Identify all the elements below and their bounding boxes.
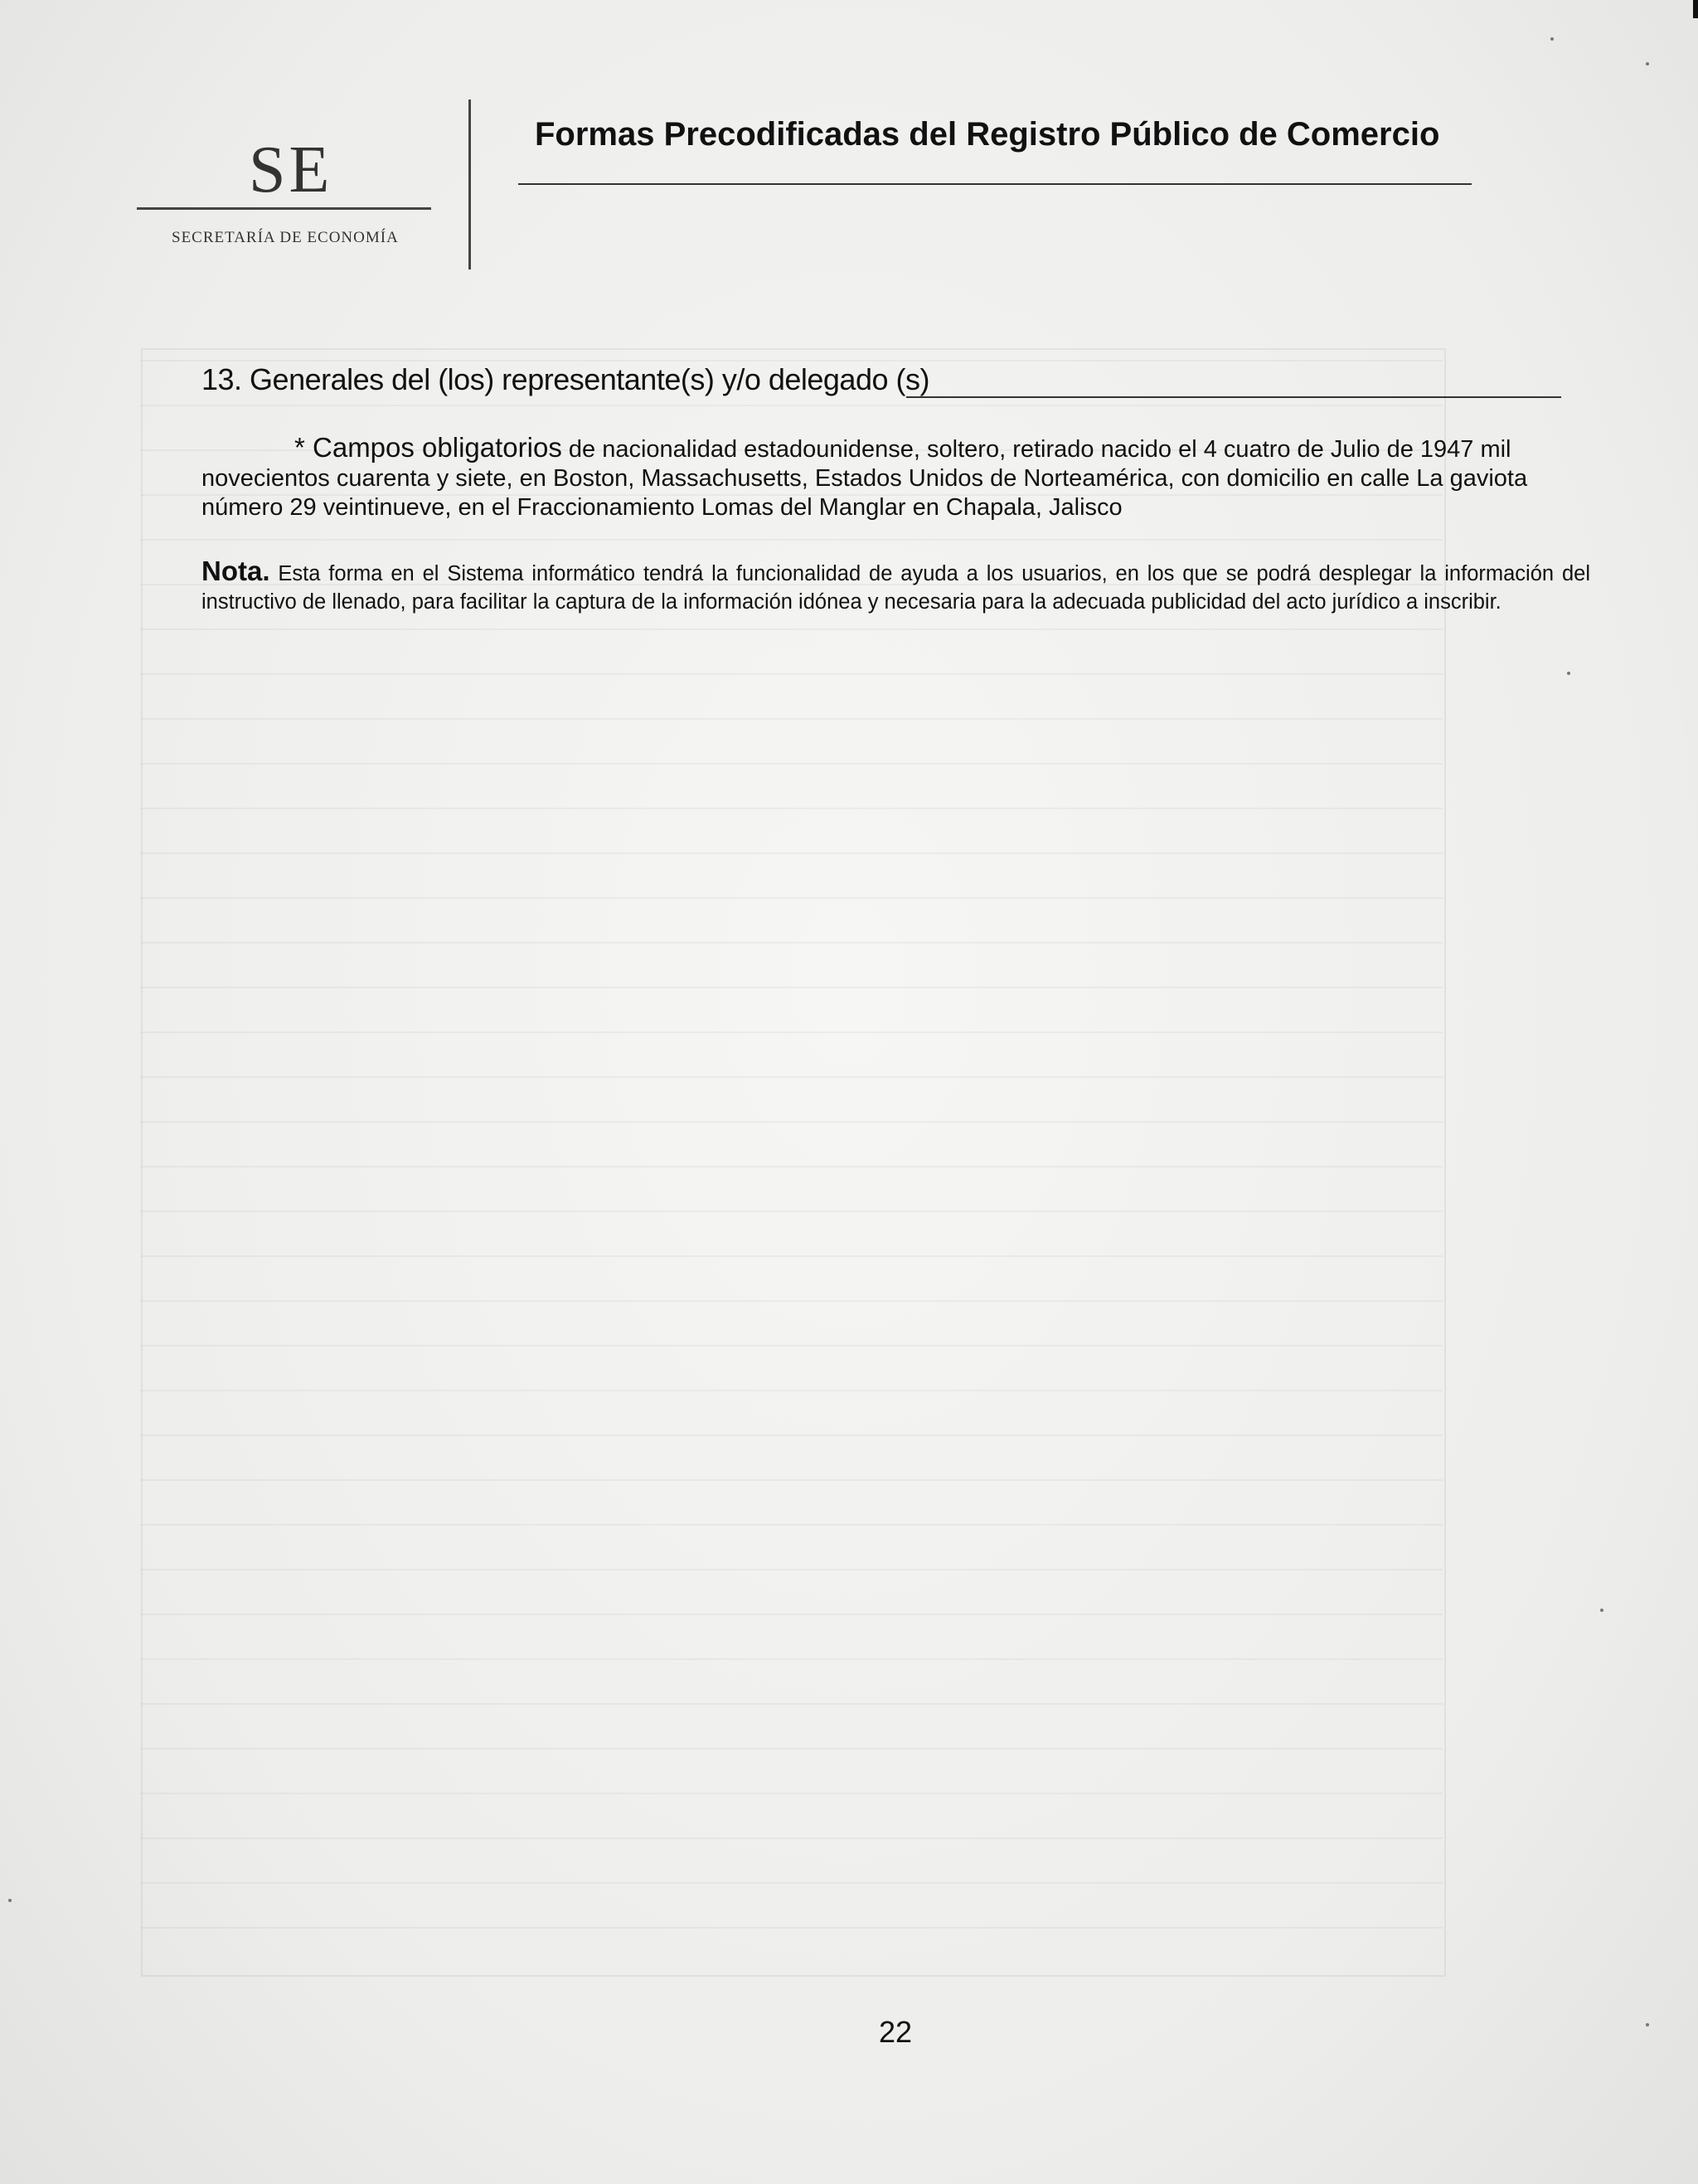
section-heading: 13. Generales del (los) representante(s) y/o delegado (s) — [201, 362, 929, 396]
note-text: Esta forma en el Sistema informático tendrá la funcionalidad de ayuda a los usuarios, en los que se podrá desplegar la información del instructivo de llenado, para facilitar la captura de la información idónea y necesaria para la adecuada publicidad del acto jurídico a inscribir. — [201, 562, 1590, 614]
secretaria-logo — [137, 124, 435, 257]
section-underline — [906, 396, 1561, 398]
note-paragraph — [201, 557, 1590, 616]
form-title: Formas Precodificadas del Registro Público de Comercio — [535, 116, 1440, 153]
logo-subtitle: SECRETARÍA DE ECONOMÍA — [172, 229, 399, 246]
representative-details — [201, 433, 1578, 522]
header-divider — [468, 99, 471, 269]
title-underline — [518, 183, 1472, 185]
logo-rule — [137, 207, 431, 210]
representative-details-value: de nacionalidad estadounidense, soltero, retirado nacido el 4 cuatro de Julio de 1947 mil novecientos cuarenta y siete, en Boston, Massachusetts, Estados Unidos de Norteamérica, con domicilio en calle La gaviota número 29 veintinueve, en el Fraccionamiento Lomas del Manglar en Chapala, Jalisco — [201, 436, 1528, 521]
scan-edge-mark — [1693, 0, 1698, 18]
note-label: Nota. — [201, 556, 270, 586]
page-number: 22 — [879, 2015, 913, 2049]
logo-mark: SE — [249, 133, 333, 206]
required-fields-label: * Campos obligatorios — [294, 432, 562, 463]
